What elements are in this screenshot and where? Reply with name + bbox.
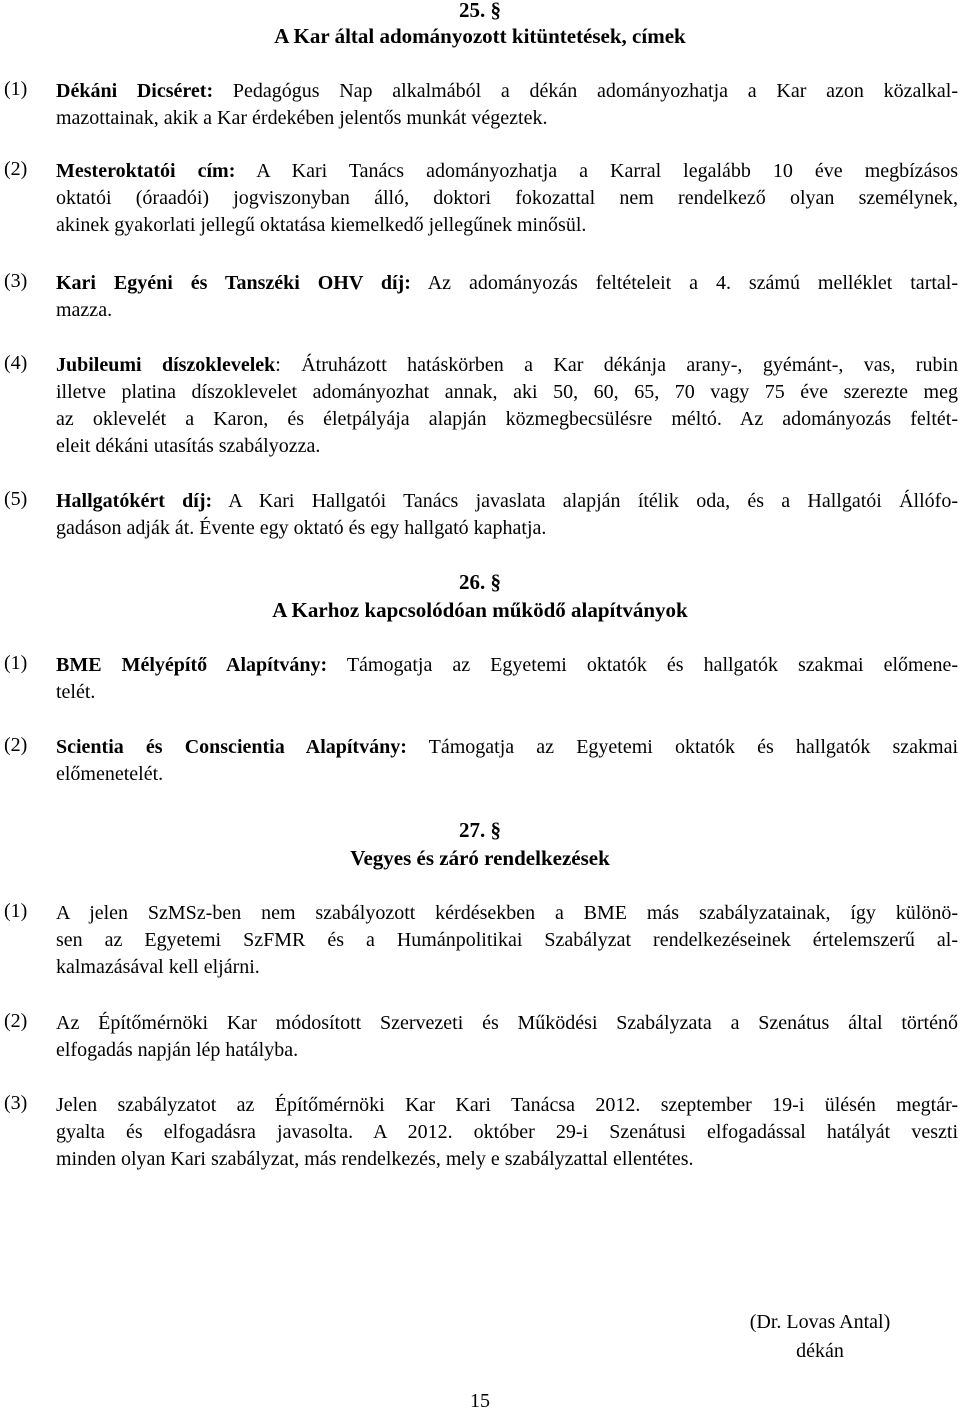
section-26-number: 26. § — [459, 570, 501, 594]
text-line: eleit dékáni utasítás szabályozza. — [56, 435, 321, 457]
section-27-number: 27. § — [459, 818, 501, 842]
item-number: (2) — [4, 158, 28, 180]
page-number: 15 — [470, 1390, 490, 1412]
section-26-title: A Karhoz kapcsolódóan működő alapítványok — [272, 598, 688, 622]
item-number: (1) — [4, 652, 28, 674]
signatory-name: (Dr. Lovas Antal) — [749, 1311, 891, 1333]
text-line: illetve platina díszoklevelet adományozhat annak, aki 50, 60, 65, 70 vagy 75 éve szerezte meg — [56, 381, 958, 403]
item-text — [56, 1010, 958, 1064]
text-line: az oklevelét a Karon, és életpályája alapján közmegbecsülésre méltó. Az adományozás feltét- — [56, 408, 958, 430]
text-line: mazza. — [56, 299, 113, 321]
text-line: Kari Egyéni és Tanszéki OHV díj: Az adományozás feltételeit a 4. számú melléklet tartal- — [56, 272, 958, 294]
section-25-number: 25. § — [459, 0, 501, 22]
item-text — [56, 270, 958, 324]
item-text — [56, 1092, 958, 1173]
text-line: oktatói (óraadói) jogviszonyban álló, doktori fokozattal nem rendelkező olyan személynek, — [56, 187, 958, 209]
text-line: elfogadás napján lép hatályba. — [56, 1039, 299, 1061]
item-number: (4) — [4, 352, 28, 374]
item-number: (2) — [4, 734, 28, 756]
term: Mesteroktatói cím: — [56, 160, 236, 182]
text-line: Scientia és Conscientia Alapítvány: Támogatja az Egyetemi oktatók és hallgatók szakmai — [56, 736, 959, 758]
item-number: (1) — [4, 78, 28, 100]
text-line: gyalta és elfogadásra javasolta. A 2012. október 29-i Szenátusi elfogadással hatályát veszti — [56, 1121, 958, 1143]
term: Jubileumi díszoklevelek — [56, 354, 276, 376]
text-line: gadáson adják át. Évente egy oktató és egy hallgató kaphatja. — [56, 517, 547, 539]
text-line: telét. — [56, 681, 96, 703]
item-text — [56, 900, 958, 981]
text-line: A jelen SzMSz-ben nem szabályozott kérdésekben a BME más szabályzatainak, így különö- — [56, 902, 958, 924]
text-line: akinek gyakorlati jellegű oktatása kiemelkedő jellegűnek minősül. — [56, 214, 587, 236]
text-line: kalmazásával kell eljárni. — [56, 956, 260, 978]
item-number: (1) — [4, 900, 28, 922]
text-line: Jubileumi díszoklevelek: Átruházott hatáskörben a Kar dékánja arany-, gyémánt-, vas, rubin — [56, 354, 958, 376]
text-line: sen az Egyetemi SzFMR és a Humánpolitikai Szabályzat rendelkezéseinek értelemszerű al- — [56, 929, 958, 951]
term: Hallgatókért díj: — [56, 490, 213, 512]
term: Kari Egyéni és Tanszéki OHV díj: — [56, 272, 411, 294]
signatory-role: dékán — [796, 1340, 844, 1362]
text-line: Mesteroktatói cím: A Kari Tanács adományozhatja a Karral legalább 10 éve megbízásos — [56, 160, 959, 182]
item-text — [56, 488, 958, 542]
item-text — [56, 352, 958, 460]
text-line: előmenetelét. — [56, 763, 164, 785]
item-number: (2) — [4, 1010, 28, 1032]
text-line: Hallgatókért díj: A Kari Hallgatói Tanács javaslata alapján ítélik oda, és a Hallgatói Állófo- — [56, 490, 958, 512]
item-text — [56, 158, 958, 239]
item-number: (5) — [4, 488, 28, 510]
text-line: Az Építőmérnöki Kar módosított Szervezeti és Működési Szabályzata a Szenátus által történő — [56, 1012, 958, 1034]
item-text — [56, 734, 958, 788]
item-number: (3) — [4, 1092, 28, 1114]
text-line: Dékáni Dicséret: Pedagógus Nap alkalmából a dékán adományozhatja a Kar azon közalkal- — [56, 80, 958, 102]
text-line: BME Mélyépítő Alapítvány: Támogatja az Egyetemi oktatók és hallgatók szakmai előmene- — [56, 654, 958, 676]
item-number: (3) — [4, 270, 28, 292]
item-text — [56, 652, 958, 706]
section-27-title: Vegyes és záró rendelkezések — [350, 846, 610, 870]
text-line: minden olyan Kari szabályzat, más rendelkezés, mely e szabályzattal ellentétes. — [56, 1148, 694, 1170]
text-line: mazottainak, akik a Kar érdekében jelentős munkát végeztek. — [56, 107, 548, 129]
term: Dékáni Dicséret: — [56, 80, 214, 102]
text-line: Jelen szabályzatot az Építőmérnöki Kar Kari Tanácsa 2012. szeptember 19-i ülésén megtár- — [56, 1094, 958, 1116]
signature-block — [700, 1308, 940, 1366]
section-25-title: A Kar által adományozott kitüntetések, címek — [274, 24, 686, 48]
term: Scientia és Conscientia Alapítvány: — [56, 736, 407, 758]
term: BME Mélyépítő Alapítvány: — [56, 654, 328, 676]
item-text — [56, 78, 958, 132]
